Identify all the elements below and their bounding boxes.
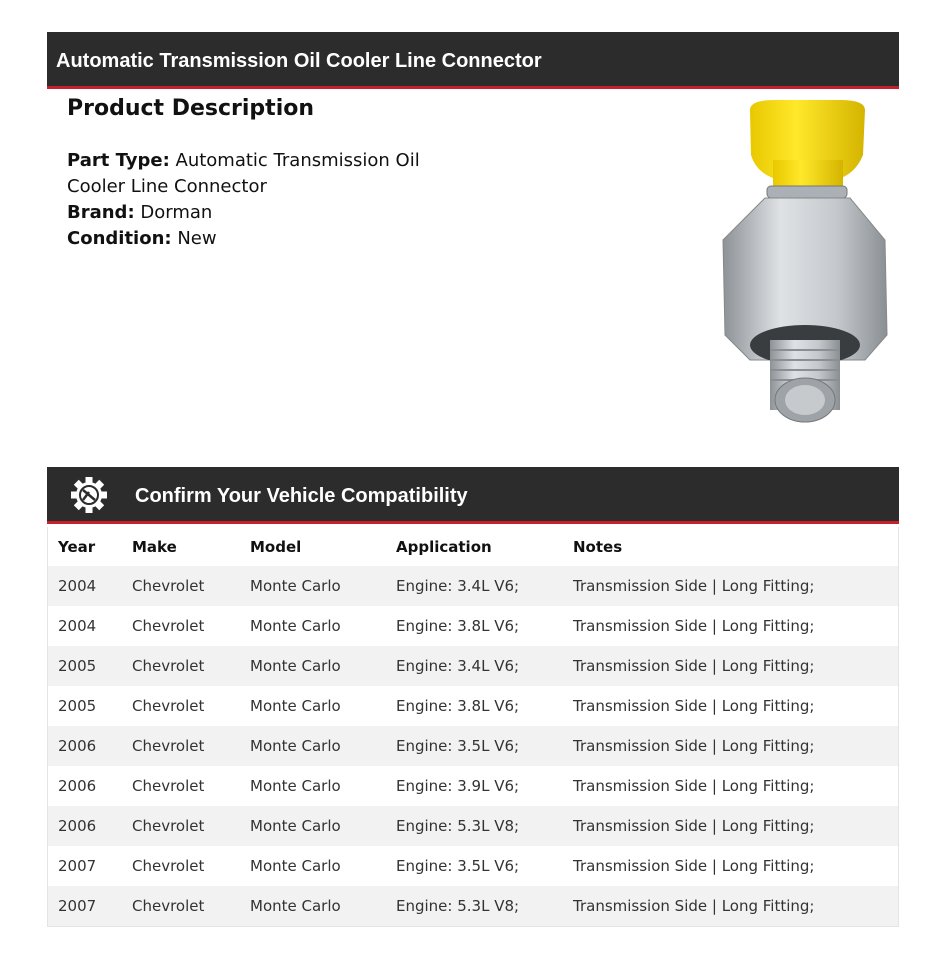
cell-model: Monte Carlo	[250, 577, 341, 595]
cell-model: Monte Carlo	[250, 697, 341, 715]
table-header-row	[48, 527, 899, 566]
table-row	[48, 806, 899, 846]
cell-make: Chevrolet	[132, 897, 205, 915]
cell-notes: Transmission Side | Long Fitting;	[573, 817, 815, 835]
cell-application: Engine: 5.3L V8;	[396, 897, 520, 915]
compatibility-title: Confirm Your Vehicle Compatibility	[135, 485, 468, 507]
part-type-value: Automatic Transmission Oil	[175, 150, 420, 171]
cell-year: 2007	[58, 897, 97, 915]
cell-year: 2006	[58, 817, 97, 835]
cell-year: 2006	[58, 737, 97, 755]
product-title: Automatic Transmission Oil Cooler Line Connector	[56, 50, 542, 72]
cell-make: Chevrolet	[132, 777, 205, 795]
product-title-bar	[47, 32, 899, 89]
compatibility-bar	[47, 467, 899, 524]
cell-year: 2006	[58, 777, 97, 795]
cell-make: Chevrolet	[132, 857, 205, 875]
cell-application: Engine: 5.3L V8;	[396, 817, 520, 835]
cell-notes: Transmission Side | Long Fitting;	[573, 657, 815, 675]
brand-value: Dorman	[140, 202, 213, 223]
cell-model: Monte Carlo	[250, 617, 341, 635]
table-row	[48, 566, 899, 606]
cell-year: 2004	[58, 617, 97, 635]
gear-icon	[69, 475, 109, 515]
cell-notes: Transmission Side | Long Fitting;	[573, 737, 815, 755]
table-row	[48, 646, 899, 686]
cell-model: Monte Carlo	[250, 857, 341, 875]
cell-application: Engine: 3.4L V6;	[396, 577, 520, 595]
table-row	[48, 886, 899, 927]
cell-application: Engine: 3.5L V6;	[396, 857, 520, 875]
table-row	[48, 766, 899, 806]
col-application: Application	[396, 537, 492, 556]
table-row	[48, 726, 899, 766]
cell-model: Monte Carlo	[250, 777, 341, 795]
cell-application: Engine: 3.8L V6;	[396, 617, 520, 635]
cell-year: 2004	[58, 577, 97, 595]
cell-notes: Transmission Side | Long Fitting;	[573, 617, 815, 635]
product-description-heading: Product Description	[67, 96, 315, 121]
cell-model: Monte Carlo	[250, 737, 341, 755]
cell-application: Engine: 3.4L V6;	[396, 657, 520, 675]
col-year: Year	[58, 537, 96, 556]
cell-application: Engine: 3.8L V6;	[396, 697, 520, 715]
compatibility-table	[47, 527, 899, 927]
cell-make: Chevrolet	[132, 577, 205, 595]
col-make: Make	[132, 537, 177, 556]
cell-model: Monte Carlo	[250, 897, 341, 915]
brand-label: Brand:	[67, 202, 135, 223]
cell-make: Chevrolet	[132, 617, 205, 635]
cell-make: Chevrolet	[132, 657, 205, 675]
cell-notes: Transmission Side | Long Fitting;	[573, 897, 815, 915]
cell-notes: Transmission Side | Long Fitting;	[573, 777, 815, 795]
col-notes: Notes	[573, 537, 623, 556]
part-type-value-cont: Cooler Line Connector	[67, 176, 267, 197]
part-type-label: Part Type:	[67, 150, 170, 171]
cell-year: 2005	[58, 657, 97, 675]
table-row	[48, 846, 899, 886]
cell-notes: Transmission Side | Long Fitting;	[573, 697, 815, 715]
cell-notes: Transmission Side | Long Fitting;	[573, 857, 815, 875]
cell-model: Monte Carlo	[250, 817, 341, 835]
condition-label: Condition:	[67, 228, 172, 249]
table-row	[48, 686, 899, 726]
table-row	[48, 606, 899, 646]
product-details	[67, 148, 420, 252]
cell-model: Monte Carlo	[250, 657, 341, 675]
cell-notes: Transmission Side | Long Fitting;	[573, 577, 815, 595]
cell-make: Chevrolet	[132, 817, 205, 835]
cell-application: Engine: 3.5L V6;	[396, 737, 520, 755]
cell-make: Chevrolet	[132, 737, 205, 755]
cell-make: Chevrolet	[132, 697, 205, 715]
cell-year: 2005	[58, 697, 97, 715]
cell-year: 2007	[58, 857, 97, 875]
product-image	[715, 100, 900, 430]
col-model: Model	[250, 537, 302, 556]
cell-application: Engine: 3.9L V6;	[396, 777, 520, 795]
condition-value: New	[177, 228, 217, 249]
